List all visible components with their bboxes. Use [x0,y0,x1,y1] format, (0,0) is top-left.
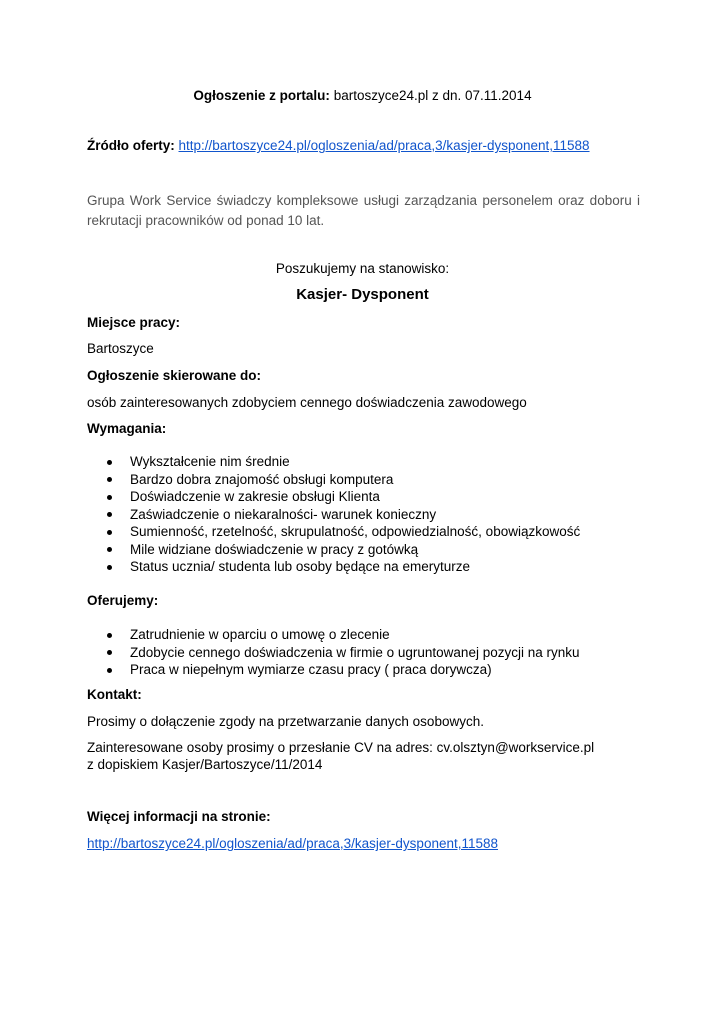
list-item [87,661,580,679]
requirements-list [87,453,580,576]
list-item [87,523,580,541]
workplace-value: Bartoszyce [87,341,154,356]
list-item-text: Zdobycie cennego doświadczenia w firmie o ugruntowanej pozycji na rynku [130,644,580,660]
bullet-icon [107,633,112,638]
source-link[interactable]: http://bartoszyce24.pl/ogloszenia/ad/praca,3/kasjer-dysponent,11588 [178,138,590,153]
position-lead: Poszukujemy na stanowisko: [275,261,450,276]
list-item-text: Mile widziane doświadczenie w pracy z gotówką [130,541,419,557]
audience-value: osób zainteresowanych zdobyciem cennego doświadczenia zawodowego [87,395,527,410]
portal-label: Ogłoszenie z portalu: [193,88,330,103]
bullet-icon [107,477,112,482]
contact-heading: Kontakt: [87,687,142,702]
bullet-icon [107,547,112,552]
list-item [87,626,580,644]
workplace-heading: Miejsce pracy: [87,315,181,330]
more-info-heading: Więcej informacji na stronie: [87,809,271,824]
list-item-text: Doświadczenie w zakresie obsługi Klienta [130,489,380,504]
list-item-text: Praca w niepełnym wymiarze czasu pracy ( praca dorywcza) [130,662,492,677]
source-label: Źródło oferty: [87,138,175,153]
list-item [87,453,580,471]
offer-list [87,626,580,679]
bullet-icon [107,512,112,517]
bullet-icon [107,495,112,500]
source-line [87,138,590,153]
position-title: Kasjer- Dysponent [296,286,429,303]
intro-paragraph: Grupa Work Service świadczy kompleksowe usługi zarządzania personelem oraz doboru i rekrutacji pracowników od ponad 10 lat. [87,193,640,228]
list-item [87,506,580,524]
bullet-icon [107,460,112,465]
list-item-text: Status ucznia/ studenta lub osoby będące na emeryturze [130,559,470,574]
audience-heading: Ogłoszenie skierowane do: [87,368,262,383]
contact-cv-line2: z dopiskiem Kasjer/Bartoszyce/11/2014 [87,757,323,772]
bullet-icon [107,530,112,535]
portal-value: bartoszyce24.pl z dn. 07.11.2014 [333,88,532,103]
bullet-icon [107,668,112,673]
list-item-text: Bardzo dobra znajomość obsługi komputera [130,471,394,487]
portal-line [0,88,725,103]
list-item [87,541,580,559]
list-item [87,558,580,576]
list-item-text: Wykształcenie nim średnie [130,454,290,469]
contact-cv-line1: Zainteresowane osoby prosimy o przesłanie CV na adres: cv.olsztyn@workservice.pl [87,740,595,755]
bullet-icon [107,565,112,570]
list-item [87,488,580,506]
more-info-link[interactable]: http://bartoszyce24.pl/ogloszenia/ad/praca,3/kasjer-dysponent,11588 [87,836,499,851]
list-item-text: Zaświadczenie o niekaralności- warunek konieczny [130,506,437,522]
list-item-text: Sumienność, rzetelność, skrupulatność, odpowiedzialność, obowiązkowość [130,524,581,539]
bullet-icon [107,650,112,655]
contact-consent: Prosimy o dołączenie zgody na przetwarzanie danych osobowych. [87,714,484,729]
requirements-heading: Wymagania: [87,421,167,436]
offer-heading: Oferujemy: [87,593,159,608]
list-item [87,471,580,489]
list-item [87,644,580,662]
more-info-line [87,836,498,851]
list-item-text: Zatrudnienie w oparciu o umowę o zlecenie [130,627,390,642]
